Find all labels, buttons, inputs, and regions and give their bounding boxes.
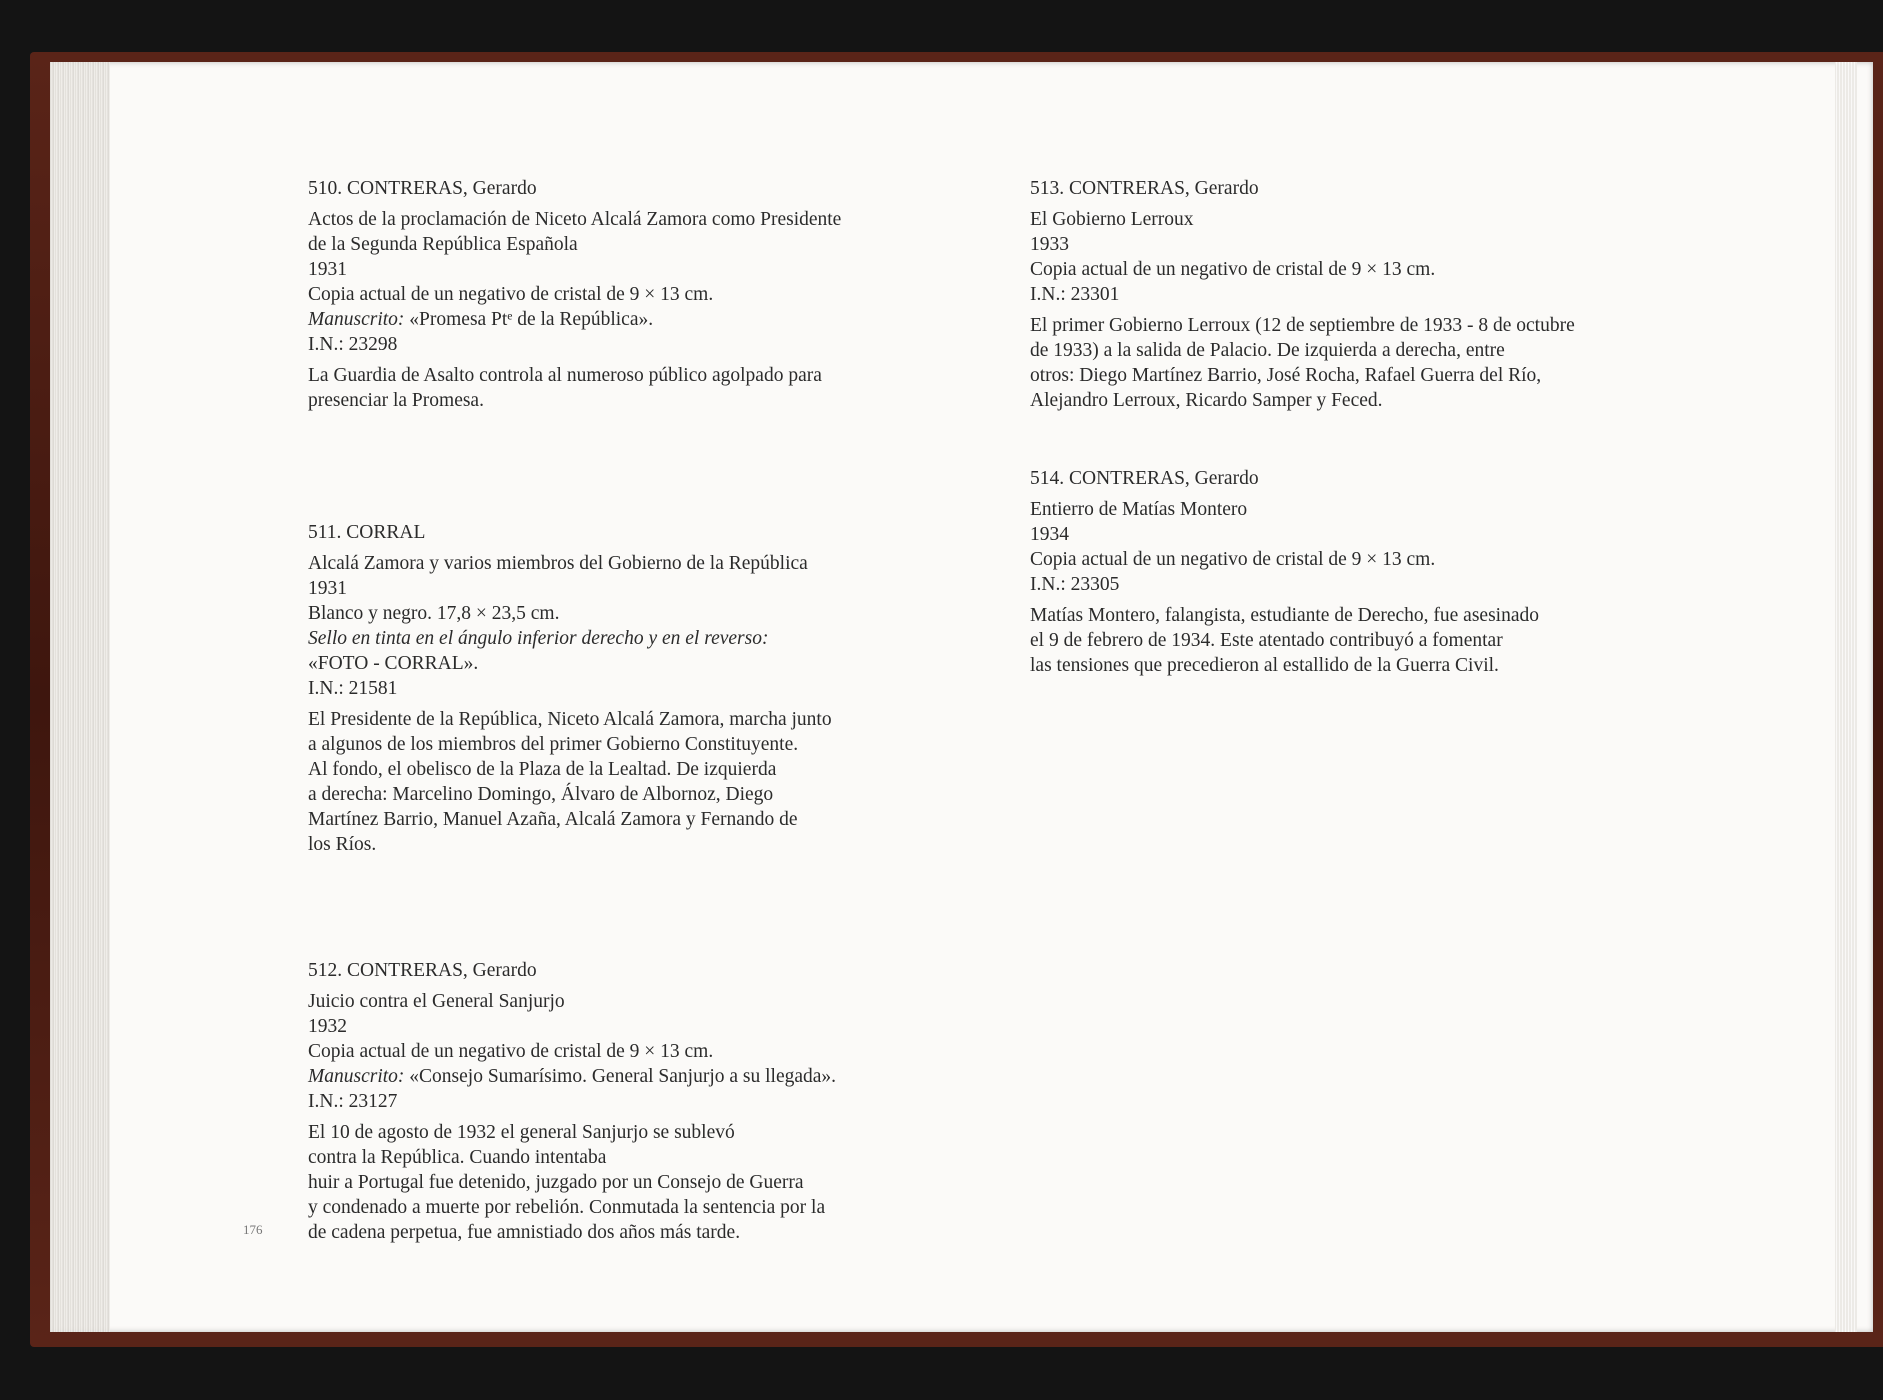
entry-description: Alejandro Lerroux, Ricardo Samper y Feced. [1030, 390, 1383, 411]
entry-description: a algunos de los miembros del primer Gobierno Constituyente. [308, 734, 799, 755]
entry-title: Entierro de Matías Montero [1030, 499, 1248, 520]
entry-description: el 9 de febrero de 1934. Este atentado contribuyó a fomentar [1030, 630, 1503, 651]
entry-medium: Copia actual de un negativo de cristal de 9 × 13 cm. [308, 284, 714, 305]
inscription-text: «Consejo Sumarísimo. General Sanjurjo a su llegada». [404, 1066, 837, 1087]
entry-description: y condenado a muerte por rebelión. Conmutada la sentencia por la [308, 1197, 826, 1218]
entry-description: las tensiones que precedieron al estallido de la Guerra Civil. [1030, 655, 1499, 676]
inscription-label: Manuscrito: [308, 309, 405, 330]
entry-heading: 513. CONTRERAS, Gerardo [1030, 178, 1259, 199]
entry-year: 1931 [308, 578, 347, 599]
entry-description: contra la República. Cuando intentaba [308, 1147, 607, 1168]
entry-medium: Copia actual de un negativo de cristal de 9 × 13 cm. [308, 1041, 714, 1062]
entry-heading: 510. CONTRERAS, Gerardo [308, 178, 537, 199]
inscription-label: Manuscrito: [308, 1066, 405, 1087]
entry-title: El Gobierno Lerroux [1030, 209, 1194, 230]
entry-description: El primer Gobierno Lerroux (12 de septiembre de 1933 - 8 de octubre [1030, 315, 1575, 336]
entry-heading: 511. CORRAL [308, 522, 426, 543]
entry-medium: Copia actual de un negativo de cristal de 9 × 13 cm. [1030, 549, 1436, 570]
entry-inventory: I.N.: 21581 [308, 678, 398, 699]
entry-heading: 512. CONTRERAS, Gerardo [308, 960, 537, 981]
entry-inventory: I.N.: 23127 [308, 1091, 398, 1112]
entry-year: 1933 [1030, 234, 1069, 255]
entry-description: otros: Diego Martínez Barrio, José Rocha, Rafael Guerra del Río, [1030, 365, 1542, 386]
catalog-entry-510 [308, 176, 958, 413]
page-number: 176 [243, 1222, 263, 1237]
entry-title: Juicio contra el General Sanjurjo [308, 991, 565, 1012]
catalog-entry-512 [308, 958, 958, 1245]
entry-inventory: I.N.: 23301 [1030, 284, 1120, 305]
entry-description: El Presidente de la República, Niceto Alcalá Zamora, marcha junto [308, 709, 832, 730]
entry-description: de cadena perpetua, fue amnistiado dos años más tarde. [308, 1222, 741, 1243]
inscription-text: «Promesa Ptᵉ de la República». [404, 309, 654, 330]
entry-inventory: I.N.: 23305 [1030, 574, 1120, 595]
entry-description: los Ríos. [308, 834, 377, 855]
entry-description: Matías Montero, falangista, estudiante de Derecho, fue asesinado [1030, 605, 1539, 626]
entry-year: 1931 [308, 259, 347, 280]
entry-description: Martínez Barrio, Manuel Azaña, Alcalá Zamora y Fernando de [308, 809, 798, 830]
entry-description: de 1933) a la salida de Palacio. De izquierda a derecha, entre [1030, 340, 1505, 361]
entry-inscription: Sello en tinta en el ángulo inferior derecho y en el reverso: [308, 628, 769, 649]
entry-inventory: I.N.: 23298 [308, 334, 398, 355]
entry-heading: 514. CONTRERAS, Gerardo [1030, 468, 1259, 489]
entry-description: a derecha: Marcelino Domingo, Álvaro de Albornoz, Diego [308, 784, 774, 805]
entry-inscription [308, 307, 958, 332]
catalog-entry-511 [308, 520, 958, 857]
entry-year: 1932 [308, 1016, 347, 1037]
entry-description: huir a Portugal fue detenido, juzgado por un Consejo de Guerra [308, 1172, 804, 1193]
entry-title: Alcalá Zamora y varios miembros del Gobierno de la República [308, 553, 808, 574]
entry-title: de la Segunda República Española [308, 234, 578, 255]
entry-description: presenciar la Promesa. [308, 390, 484, 411]
entry-inscription [308, 1064, 958, 1089]
entry-medium: Blanco y negro. 17,8 × 23,5 cm. [308, 603, 560, 624]
entry-medium: Copia actual de un negativo de cristal de 9 × 13 cm. [1030, 259, 1436, 280]
entry-year: 1934 [1030, 524, 1069, 545]
entry-description: Al fondo, el obelisco de la Plaza de la Lealtad. De izquierda [308, 759, 777, 780]
entry-inscription: «FOTO - CORRAL». [308, 653, 479, 674]
page-stack-right [1835, 62, 1857, 1332]
entry-description: La Guardia de Asalto controla al numeroso público agolpado para [308, 365, 822, 386]
page-stack-left [50, 62, 110, 1332]
catalog-entry-514 [1030, 466, 1680, 678]
entry-description: El 10 de agosto de 1932 el general Sanjurjo se sublevó [308, 1122, 735, 1143]
catalog-entry-513 [1030, 176, 1680, 413]
entry-title: Actos de la proclamación de Niceto Alcalá Zamora como Presidente [308, 209, 842, 230]
